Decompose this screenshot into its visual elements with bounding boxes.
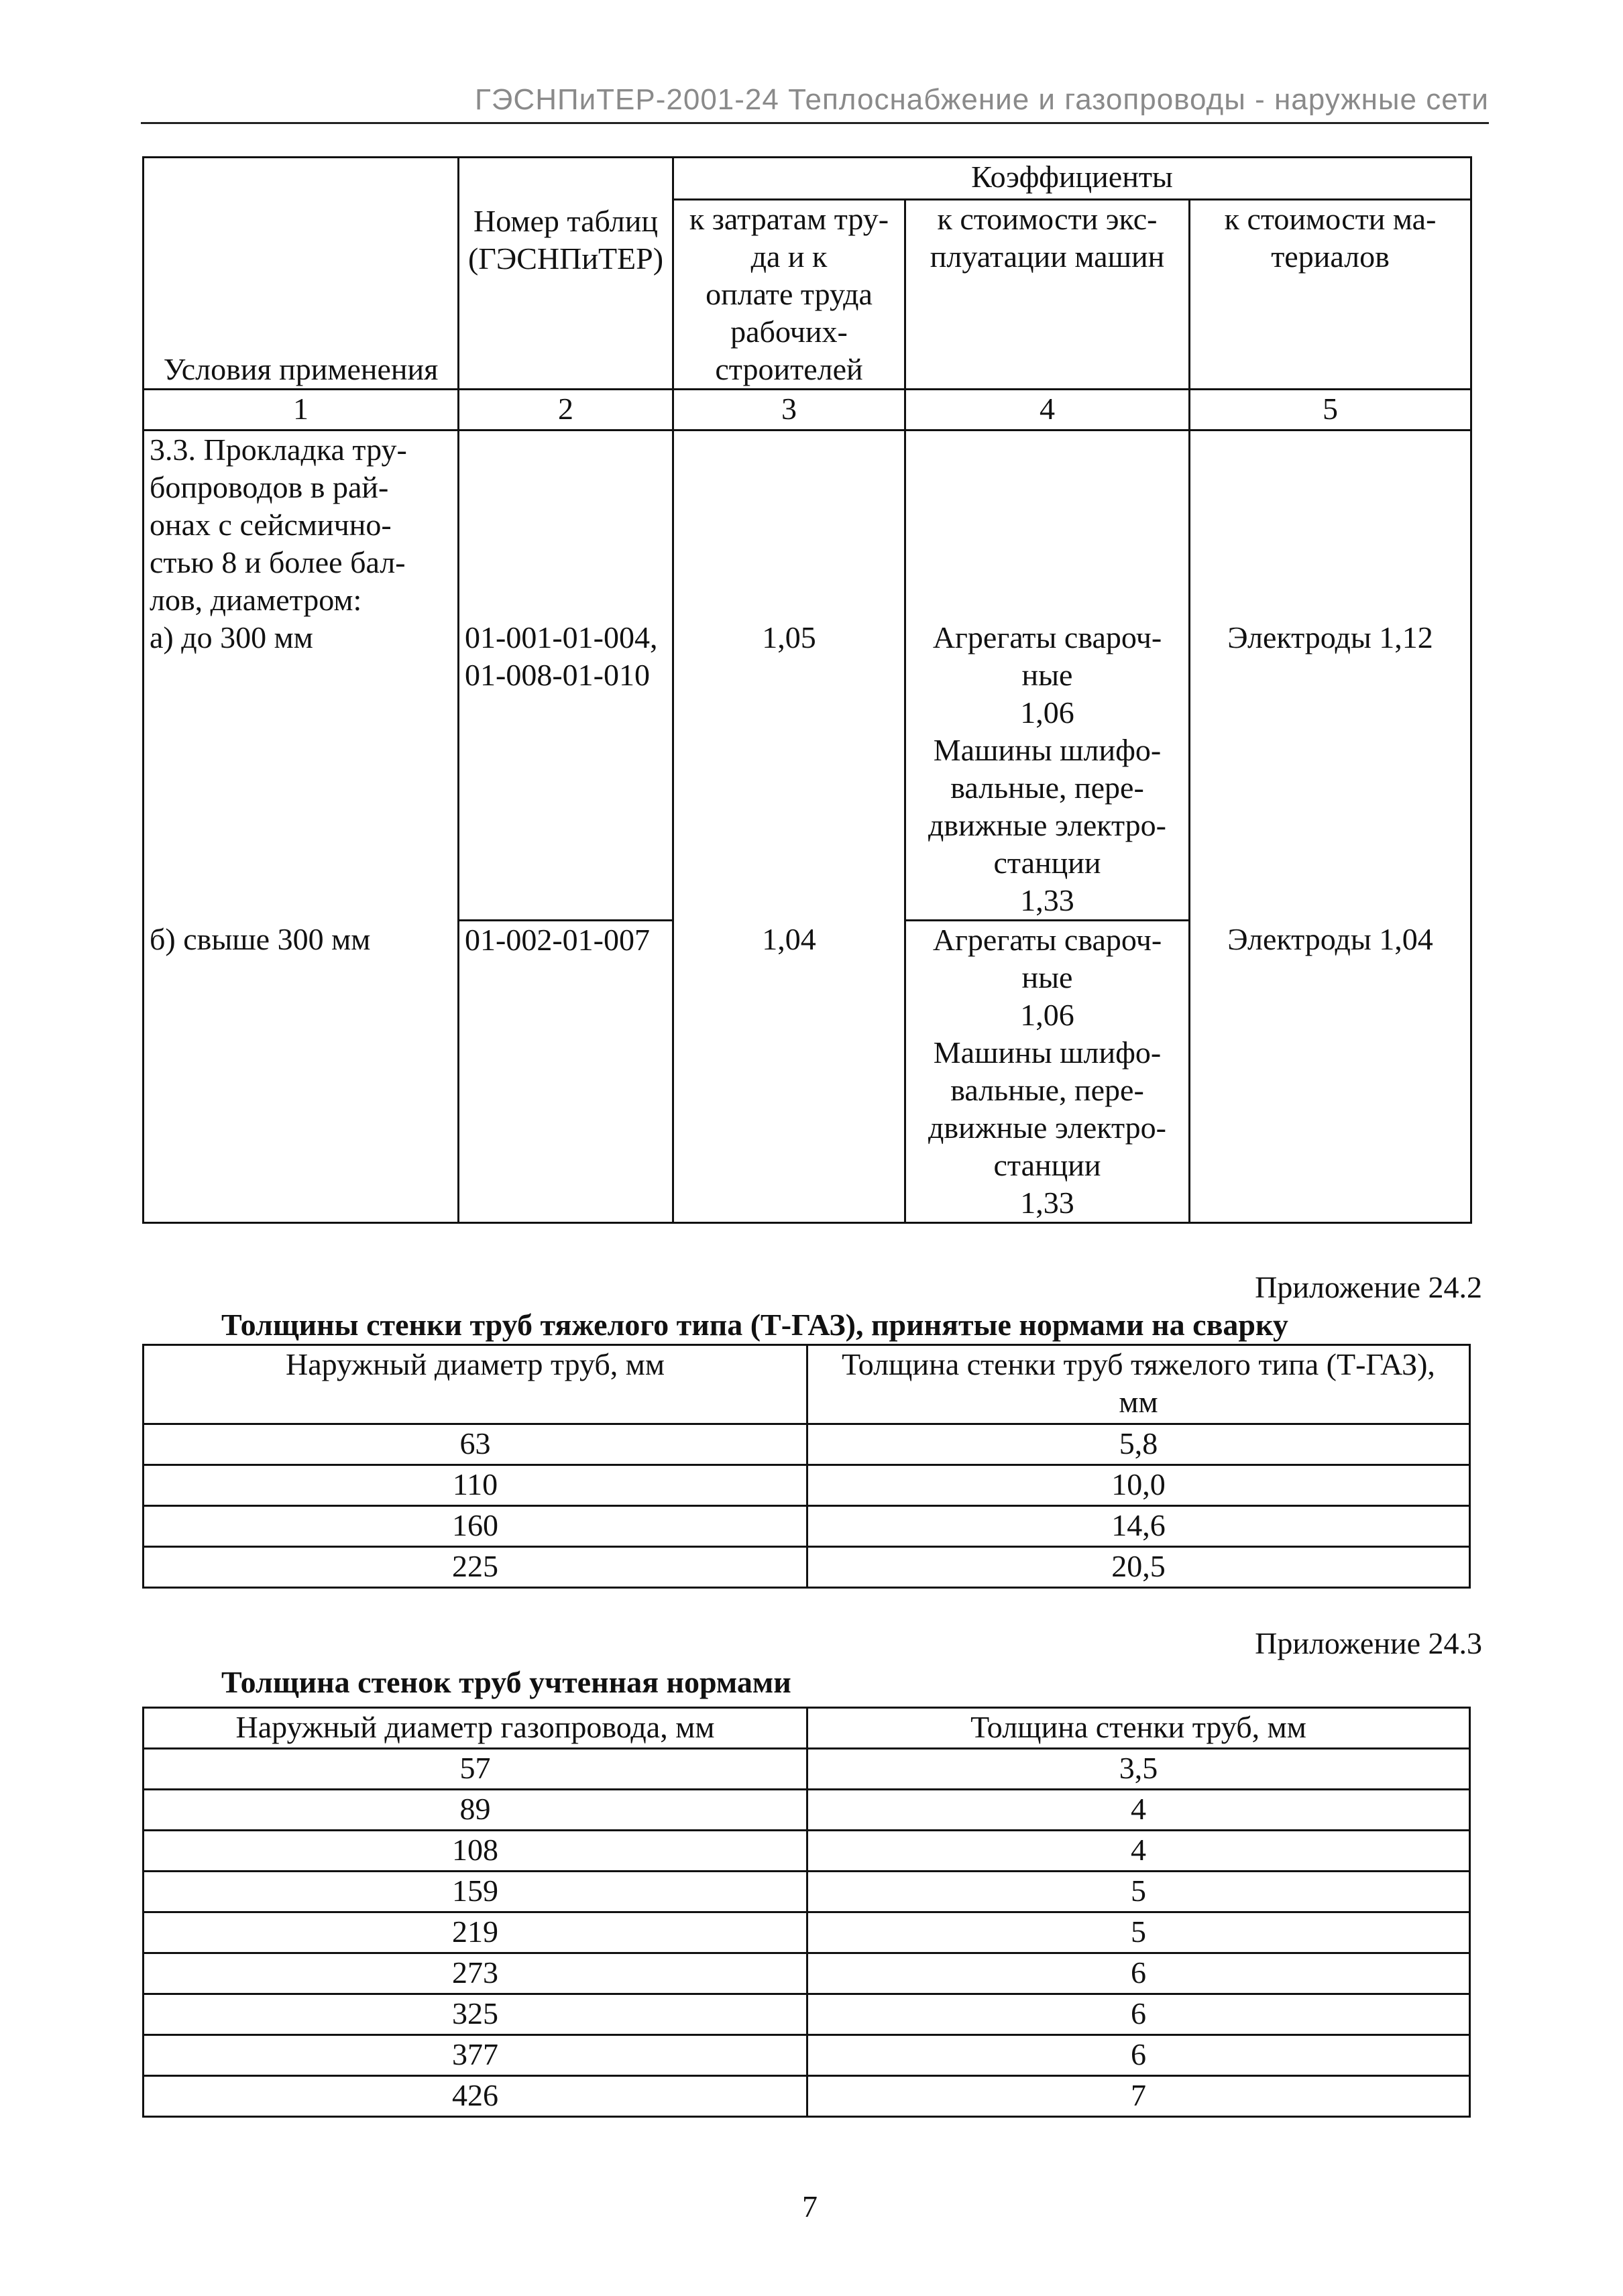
table-row: [144, 1790, 1470, 1831]
col-number: 4: [905, 390, 1190, 431]
col-header-materials: к стоимости ма- териалов: [1190, 200, 1471, 390]
table-row: [144, 1953, 1470, 1994]
table-row: [144, 1749, 1470, 1790]
diameter-cell: 110: [144, 1465, 807, 1506]
diameter-cell: 273: [144, 1953, 807, 1994]
diameter-cell: 159: [144, 1872, 807, 1912]
diameter-cell: 219: [144, 1912, 807, 1953]
table-row: [144, 1994, 1470, 2035]
thickness-cell: 4: [807, 1790, 1470, 1831]
table-row: [144, 1465, 1470, 1506]
diameter-cell: 426: [144, 2076, 807, 2117]
condition-cell: а) до 300 мм: [150, 620, 313, 654]
table-row: [144, 921, 1471, 1223]
thickness-cell: 5: [807, 1912, 1470, 1953]
materials-coef-cell: Электроды 1,04: [1190, 921, 1471, 1223]
table-numbers-cell: 01-001-01-004, 01-008-01-010: [459, 431, 673, 921]
labor-coef-cell: 1,05: [673, 431, 905, 921]
col-header-outer-diameter: Наружный диаметр газопровода, мм: [144, 1708, 807, 1749]
machines-coef-cell: Агрегаты свароч- ные 1,06 Машины шлифо- вальные, пере- движные электро- станции 1,33: [905, 921, 1190, 1223]
col-number: 1: [144, 390, 459, 431]
col-header-conditions: Условия применения: [144, 158, 459, 390]
thickness-cell: 5: [807, 1872, 1470, 1912]
materials-coef-cell: Электроды 1,12: [1190, 431, 1471, 921]
col-number: 3: [673, 390, 905, 431]
table-row: [144, 2035, 1470, 2076]
coefficients-table: [142, 156, 1472, 1224]
col-number: 5: [1190, 390, 1471, 431]
heavy-pipe-wall-table: [142, 1344, 1471, 1589]
table-row: [144, 1506, 1470, 1547]
thickness-cell: 4: [807, 1831, 1470, 1872]
thickness-cell: 5,8: [807, 1424, 1470, 1465]
thickness-cell: 6: [807, 1994, 1470, 2035]
page-number: 7: [802, 2189, 818, 2224]
col-header-table-numbers: Номер таблиц (ГЭСНПиТЕР): [459, 158, 673, 390]
col-header-wall-thickness: Толщина стенки труб, мм: [807, 1708, 1470, 1749]
labor-coef-cell: 1,04: [673, 921, 905, 1223]
diameter-cell: 325: [144, 1994, 807, 2035]
col-header-wall-thickness: Толщина стенки труб тяжелого типа (Т-ГАЗ), мм: [807, 1345, 1470, 1424]
col-number: 2: [459, 390, 673, 431]
table-row: [144, 1547, 1470, 1588]
table-row: [144, 1424, 1470, 1465]
appendix-label: Приложение 24.2: [1255, 1270, 1482, 1304]
table-row: [144, 1872, 1470, 1912]
thickness-cell: 7: [807, 2076, 1470, 2117]
diameter-cell: 225: [144, 1547, 807, 1588]
diameter-cell: 160: [144, 1506, 807, 1547]
thickness-cell: 3,5: [807, 1749, 1470, 1790]
table-row: [144, 431, 1471, 921]
thickness-cell: 14,6: [807, 1506, 1470, 1547]
appendix-title: Толщина стенок труб учтенная нормами: [221, 1665, 791, 1699]
appendix-label: Приложение 24.3: [1255, 1626, 1482, 1660]
thickness-cell: 20,5: [807, 1547, 1470, 1588]
thickness-cell: 10,0: [807, 1465, 1470, 1506]
col-header-labor: к затратам тру- да и к оплате труда рабочих- строителей: [673, 200, 905, 390]
column-numbers-row: [144, 390, 1471, 431]
diameter-cell: 57: [144, 1749, 807, 1790]
table-numbers-cell: 01-002-01-007: [459, 921, 673, 1223]
thickness-cell: 6: [807, 1953, 1470, 1994]
diameter-cell: 108: [144, 1831, 807, 1872]
table-row: [144, 1831, 1470, 1872]
section-intro: 3.3. Прокладка тру- бопроводов в рай- онах с сейсмично- стью 8 и более бал- лов, диаметром:: [150, 433, 407, 617]
machines-coef-cell: Агрегаты свароч- ные 1,06 Машины шлифо- вальные, пере- движные электро- станции 1,33: [905, 431, 1190, 921]
table-row: [144, 1912, 1470, 1953]
group-header-coefficients: Коэффициенты: [673, 158, 1471, 200]
running-header: [141, 75, 1489, 124]
diameter-cell: 89: [144, 1790, 807, 1831]
pipe-wall-table: [142, 1707, 1471, 2118]
condition-cell: б) свыше 300 мм: [144, 921, 459, 1223]
table-row: [144, 2076, 1470, 2117]
diameter-cell: 63: [144, 1424, 807, 1465]
thickness-cell: 6: [807, 2035, 1470, 2076]
col-header-machines: к стоимости экс- плуатации машин: [905, 200, 1190, 390]
appendix-title: Толщины стенки труб тяжелого типа (Т-ГАЗ), принятые нормами на сварку: [221, 1308, 1288, 1342]
col-header-outer-diameter: Наружный диаметр труб, мм: [144, 1345, 807, 1424]
running-header-text: ГЭСНПиТЕР-2001-24 Теплоснабжение и газопроводы - наружные сети: [474, 83, 1489, 116]
diameter-cell: 377: [144, 2035, 807, 2076]
